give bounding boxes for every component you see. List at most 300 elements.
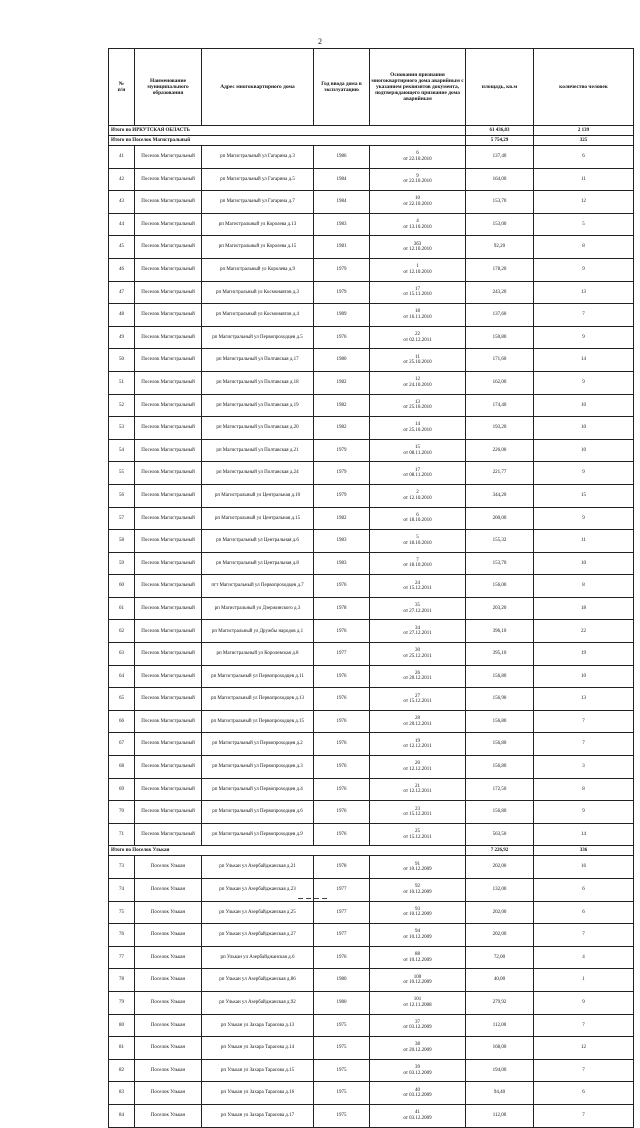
row-document-date: от 12.12.2011 <box>403 766 432 772</box>
total-people: 325 <box>534 136 634 146</box>
row-number: 41 <box>109 146 135 169</box>
row-year: 1982 <box>314 371 370 394</box>
table-row <box>109 597 634 620</box>
row-address: рп Магистральный ул Гагарина д.7 <box>202 191 314 214</box>
row-number: 74 <box>109 879 135 902</box>
row-number: 73 <box>109 856 135 879</box>
row-municipality: Поселок Магистральный <box>135 620 202 643</box>
table-row <box>109 710 634 733</box>
row-document-number: 11 <box>415 354 420 360</box>
row-document-date: от 10.12.2009 <box>403 889 432 895</box>
row-people: 6 <box>534 879 634 902</box>
row-address: рп Магистральный ул Центральная д.8 <box>202 552 314 575</box>
row-number: 57 <box>109 507 135 530</box>
row-municipality: Поселок Магистральный <box>135 236 202 259</box>
table-row <box>109 371 634 394</box>
row-area: 243,20 <box>466 281 534 304</box>
row-document <box>370 756 466 779</box>
row-number: 44 <box>109 213 135 236</box>
row-document-number: 10 <box>415 196 420 202</box>
row-document <box>370 801 466 824</box>
row-area: 153,70 <box>466 191 534 214</box>
row-year: 1976 <box>314 620 370 643</box>
row-year: 1976 <box>314 665 370 688</box>
row-document-number: 39 <box>415 1065 420 1071</box>
row-year: 1975 <box>314 1037 370 1060</box>
table-header-row <box>109 49 634 126</box>
row-number: 58 <box>109 530 135 553</box>
row-municipality: Поселок Магистральный <box>135 213 202 236</box>
row-document-number: 91 <box>415 861 420 867</box>
row-number: 83 <box>109 1082 135 1105</box>
row-people: 14 <box>534 823 634 846</box>
row-area: 72,00 <box>466 946 534 969</box>
row-year: 1982 <box>314 507 370 530</box>
row-document-number: 41 <box>415 1110 420 1116</box>
row-year: 1979 <box>314 462 370 485</box>
row-number: 71 <box>109 823 135 846</box>
row-address: рп Улькан ул Азербайджанская д.27 <box>202 924 314 947</box>
table-row <box>109 507 634 530</box>
row-area: 137,60 <box>466 304 534 327</box>
row-year: 1979 <box>314 484 370 507</box>
table-row <box>109 823 634 846</box>
total-row-magistralny <box>109 136 634 146</box>
row-area: 174,40 <box>466 394 534 417</box>
row-document-date: от 10.12.2009 <box>403 980 432 986</box>
row-document-date: от 22.10.2010 <box>403 201 432 207</box>
table-row <box>109 326 634 349</box>
row-people: 7 <box>534 1104 634 1127</box>
row-year: 1976 <box>314 756 370 779</box>
row-document-date: от 22.10.2010 <box>403 179 432 185</box>
row-document-date: от 03.12.2009 <box>403 1070 432 1076</box>
row-people: 14 <box>534 349 634 372</box>
row-municipality: Поселок Магистральный <box>135 552 202 575</box>
row-document <box>370 1059 466 1082</box>
row-municipality: Поселок Магистральный <box>135 258 202 281</box>
table-row <box>109 146 634 169</box>
total-area: 5 754,29 <box>466 136 534 146</box>
row-document <box>370 394 466 417</box>
row-address: рп Магистральный ул Центральная д.15 <box>202 507 314 530</box>
row-year: 1975 <box>314 1059 370 1082</box>
row-people: 8 <box>534 778 634 801</box>
row-document-number: 88 <box>415 952 420 958</box>
row-people: 13 <box>534 281 634 304</box>
row-people: 19 <box>534 643 634 666</box>
row-document-date: от 12.10.2010 <box>403 495 432 501</box>
row-municipality: Поселок Магистральный <box>135 688 202 711</box>
row-area: 156,80 <box>466 756 534 779</box>
row-area: 344,20 <box>466 484 534 507</box>
row-year: 1978 <box>314 856 370 879</box>
row-document <box>370 168 466 191</box>
row-people: 10 <box>534 552 634 575</box>
row-document <box>370 417 466 440</box>
row-people: 7 <box>534 1059 634 1082</box>
row-area: 150,80 <box>466 326 534 349</box>
row-municipality: Поселок Магистральный <box>135 326 202 349</box>
row-number: 79 <box>109 991 135 1014</box>
row-document-date: от 08.11.2010 <box>403 473 432 479</box>
table-row <box>109 1059 634 1082</box>
table-row <box>109 484 634 507</box>
row-municipality: Поселок Магистральный <box>135 462 202 485</box>
row-number: 51 <box>109 371 135 394</box>
row-people: 5 <box>534 213 634 236</box>
row-address: рп Магистральный ул Полтавская д.17 <box>202 349 314 372</box>
row-year: 1980 <box>314 349 370 372</box>
row-area: 156,80 <box>466 710 534 733</box>
row-year: 1983 <box>314 530 370 553</box>
row-document-date: от 10.12.2009 <box>403 934 432 940</box>
row-document-date: от 25.10.2010 <box>403 405 432 411</box>
row-document <box>370 856 466 879</box>
row-year: 1976 <box>314 688 370 711</box>
row-municipality: Поселок Магистральный <box>135 349 202 372</box>
row-number: 42 <box>109 168 135 191</box>
row-year: 1977 <box>314 879 370 902</box>
row-municipality: Поселок Магистральный <box>135 168 202 191</box>
row-number: 54 <box>109 439 135 462</box>
row-number: 70 <box>109 801 135 824</box>
row-document-date: от 03.12.2009 <box>403 1115 432 1121</box>
row-area: 279,92 <box>466 991 534 1014</box>
row-number: 63 <box>109 643 135 666</box>
row-people: 7 <box>534 924 634 947</box>
row-document <box>370 643 466 666</box>
row-document-number: 34 <box>415 625 420 631</box>
row-address: рп Магистральный ул Королева д.15 <box>202 236 314 259</box>
row-document-number: 23 <box>415 806 420 812</box>
row-year: 1976 <box>314 823 370 846</box>
row-number: 52 <box>109 394 135 417</box>
row-area: 203,20 <box>466 597 534 620</box>
row-municipality: Поселок Магистральный <box>135 439 202 462</box>
row-document-number: 17 <box>415 286 420 292</box>
row-document <box>370 258 466 281</box>
row-area: 156,00 <box>466 575 534 598</box>
row-address: рп Магистральный ул Первопроходцев д.2 <box>202 733 314 756</box>
row-document-date: от 24.10.2010 <box>403 382 432 388</box>
row-people: 10 <box>534 417 634 440</box>
row-document-number: 101 <box>413 997 422 1003</box>
row-municipality: Поселок Магистральный <box>135 484 202 507</box>
table-row <box>109 778 634 801</box>
row-people: 9 <box>534 258 634 281</box>
row-document <box>370 778 466 801</box>
table-row <box>109 620 634 643</box>
row-year: 1981 <box>314 236 370 259</box>
row-document-date: от 12.11.2008 <box>403 1002 432 1008</box>
row-year: 1984 <box>314 191 370 214</box>
row-number: 47 <box>109 281 135 304</box>
row-people: 12 <box>534 191 634 214</box>
row-year: 1975 <box>314 1014 370 1037</box>
total-label: Итого по ИРКУТСКАЯ ОБЛАСТЬ <box>109 126 466 136</box>
row-people: 11 <box>534 168 634 191</box>
table-row <box>109 856 634 879</box>
row-people: 6 <box>534 1082 634 1105</box>
table-row <box>109 991 634 1014</box>
row-municipality: Поселок Магистральный <box>135 394 202 417</box>
row-document <box>370 326 466 349</box>
row-municipality: Поселок Магистральный <box>135 507 202 530</box>
row-people: 10 <box>534 394 634 417</box>
row-municipality: Поселок Магистральный <box>135 665 202 688</box>
row-document-number: 20 <box>415 761 420 767</box>
row-document <box>370 530 466 553</box>
row-document-date: от 27.12.2011 <box>403 608 432 614</box>
row-year: 1982 <box>314 394 370 417</box>
row-municipality: Поселок Магистральный <box>135 597 202 620</box>
row-document-number: 6 <box>416 512 419 518</box>
row-document <box>370 969 466 992</box>
row-document-date: от 15.12.2011 <box>403 834 432 840</box>
row-address: рп Улькан ул Захара Тарасова д.16 <box>202 1082 314 1105</box>
row-year: 1975 <box>314 1082 370 1105</box>
row-area: 193,20 <box>466 417 534 440</box>
row-address: рп Магистральный ул Первопроходцев д.3 <box>202 756 314 779</box>
row-area: 226,00 <box>466 439 534 462</box>
row-document-number: 92 <box>415 884 420 890</box>
row-municipality: Поселок Улькан <box>135 1014 202 1037</box>
row-document-number: 100 <box>413 974 422 980</box>
row-municipality: Поселок Магистральный <box>135 417 202 440</box>
header-municipality: Наименование муниципального образования <box>135 49 202 126</box>
row-document-date: от 25.10.2010 <box>403 427 432 433</box>
row-number: 76 <box>109 924 135 947</box>
row-number: 69 <box>109 778 135 801</box>
row-document-number: 35 <box>415 603 420 609</box>
total-area: 7 226,92 <box>466 846 534 856</box>
table-row <box>109 879 634 902</box>
row-area: 40,00 <box>466 969 534 992</box>
total-area: 61 436,83 <box>466 126 534 136</box>
header-year: Год ввода дома в эксплуатацию <box>314 49 370 126</box>
row-people: 7 <box>534 1014 634 1037</box>
row-number: 62 <box>109 620 135 643</box>
row-document-number: 18 <box>415 309 420 315</box>
row-document-number: 30 <box>415 648 420 654</box>
row-document <box>370 575 466 598</box>
row-area: 202,00 <box>466 901 534 924</box>
row-number: 81 <box>109 1037 135 1060</box>
row-area: 172,50 <box>466 778 534 801</box>
row-municipality: Поселок Улькан <box>135 1082 202 1105</box>
row-document-date: от 10.12.2009 <box>403 957 432 963</box>
row-municipality: Поселок Магистральный <box>135 575 202 598</box>
table-row <box>109 349 634 372</box>
row-document-number: 17 <box>415 467 420 473</box>
row-document-date: от 15.11.2010 <box>403 292 432 298</box>
row-address: рп Магистральный ул Гагарина д.5 <box>202 168 314 191</box>
row-document-date: от 12.12.2011 <box>403 789 432 795</box>
row-document-number: 13 <box>415 399 420 405</box>
row-document <box>370 946 466 969</box>
table-row <box>109 688 634 711</box>
row-year: 1976 <box>314 710 370 733</box>
row-people: 12 <box>534 1037 634 1060</box>
table-row <box>109 643 634 666</box>
row-people: 7 <box>534 304 634 327</box>
table-row <box>109 1037 634 1060</box>
row-document <box>370 462 466 485</box>
table-row <box>109 304 634 327</box>
row-number: 50 <box>109 349 135 372</box>
row-document-number: 37 <box>415 1019 420 1025</box>
row-year: 1983 <box>314 552 370 575</box>
row-document-number: 2 <box>416 490 419 496</box>
row-people: 8 <box>534 575 634 598</box>
row-municipality: Поселок Улькан <box>135 879 202 902</box>
row-people: 7 <box>534 710 634 733</box>
total-label: Итого по Поселок Магистральный <box>109 136 466 146</box>
table-row <box>109 733 634 756</box>
row-year: 1976 <box>314 801 370 824</box>
row-year: 1979 <box>314 281 370 304</box>
row-area: 153,70 <box>466 552 534 575</box>
row-number: 68 <box>109 756 135 779</box>
row-area: 171,60 <box>466 349 534 372</box>
row-people: 10 <box>534 439 634 462</box>
row-people: 9 <box>534 371 634 394</box>
row-municipality: Поселок Магистральный <box>135 823 202 846</box>
row-people: 9 <box>534 462 634 485</box>
row-area: 156,80 <box>466 665 534 688</box>
row-document <box>370 507 466 530</box>
row-document-number: 21 <box>415 783 420 789</box>
row-address: рп Магистральный ул Центральная д.6 <box>202 530 314 553</box>
row-area: 137,40 <box>466 146 534 169</box>
row-document <box>370 191 466 214</box>
table-row <box>109 969 634 992</box>
row-area: 132,00 <box>466 879 534 902</box>
row-document <box>370 710 466 733</box>
row-year: 1984 <box>314 168 370 191</box>
row-number: 75 <box>109 901 135 924</box>
row-area: 153,00 <box>466 213 534 236</box>
table-row <box>109 213 634 236</box>
row-address: рп Улькан ул Захара Тарасова д.14 <box>202 1037 314 1060</box>
row-document-number: 22 <box>415 332 420 338</box>
table-row <box>109 191 634 214</box>
row-people: 13 <box>534 688 634 711</box>
row-people: 22 <box>534 620 634 643</box>
table-row <box>109 946 634 969</box>
row-document-date: от 12.10.2010 <box>403 269 432 275</box>
header-address: Адрес многоквартирного дома <box>202 49 314 126</box>
row-year: 1976 <box>314 575 370 598</box>
row-address: рп Магистральный ул Первопроходцев д.6 <box>202 801 314 824</box>
table-row <box>109 575 634 598</box>
row-people: 9 <box>534 507 634 530</box>
row-municipality: Поселок Магистральный <box>135 371 202 394</box>
row-number: 56 <box>109 484 135 507</box>
row-year: 1983 <box>314 213 370 236</box>
row-address: рп Улькан ул Захара Тарасова д.13 <box>202 1014 314 1037</box>
row-municipality: Поселок Улькан <box>135 991 202 1014</box>
row-document-date: от 15.12.2011 <box>403 812 432 818</box>
row-document-date: от 03.12.2009 <box>403 1025 432 1031</box>
row-address: рп Магистральный ул Полтавская д.21 <box>202 439 314 462</box>
row-address: рп Магистральный ул Гагарина д.3 <box>202 146 314 169</box>
row-number: 53 <box>109 417 135 440</box>
row-document-number: 27 <box>415 693 420 699</box>
row-document-date: от 02.12.2011 <box>403 337 432 343</box>
row-address: рп Магистральный ул Первопроходцев д.11 <box>202 665 314 688</box>
row-document <box>370 733 466 756</box>
row-municipality: Поселок Магистральный <box>135 710 202 733</box>
row-people: 16 <box>534 856 634 879</box>
row-area: 156,90 <box>466 688 534 711</box>
row-address: рп Магистральный ул Дзержинского д.3 <box>202 597 314 620</box>
row-document-number: 94 <box>415 929 420 935</box>
row-document-date: от 18.10.2010 <box>403 518 432 524</box>
row-document <box>370 484 466 507</box>
row-document <box>370 439 466 462</box>
row-municipality: Поселок Магистральный <box>135 191 202 214</box>
row-area: 194,00 <box>466 1059 534 1082</box>
row-year: 1978 <box>314 597 370 620</box>
row-year: 1977 <box>314 901 370 924</box>
row-year: 1989 <box>314 304 370 327</box>
row-document-number: 6 <box>416 151 419 157</box>
row-number: 49 <box>109 326 135 349</box>
row-document <box>370 1014 466 1037</box>
row-document <box>370 1037 466 1060</box>
row-area: 168,00 <box>466 1037 534 1060</box>
row-document-date: от 15.12.2011 <box>403 586 432 592</box>
row-document-number: 28 <box>415 716 420 722</box>
row-document <box>370 349 466 372</box>
row-area: 156,80 <box>466 733 534 756</box>
row-people: 9 <box>534 991 634 1014</box>
row-document <box>370 823 466 846</box>
row-address: рп Магистральный ул Дружбы народов д.1 <box>202 620 314 643</box>
row-number: 55 <box>109 462 135 485</box>
row-document <box>370 879 466 902</box>
row-document-number: 38 <box>415 1042 420 1048</box>
row-number: 43 <box>109 191 135 214</box>
row-address: пгт Магистральный ул Первопроходцев д.7 <box>202 575 314 598</box>
row-area: 94,40 <box>466 1082 534 1105</box>
row-document-date: от 15.12.2011 <box>403 699 432 705</box>
row-year: 1976 <box>314 326 370 349</box>
row-municipality: Поселок Улькан <box>135 1104 202 1127</box>
table-row <box>109 417 634 440</box>
row-number: 64 <box>109 665 135 688</box>
row-year: 1977 <box>314 643 370 666</box>
row-document-date: от 20.12.2009 <box>403 1047 432 1053</box>
row-area: 164,00 <box>466 168 534 191</box>
row-document <box>370 1104 466 1127</box>
row-address: рп Магистральный ул Первопроходцев д.4 <box>202 778 314 801</box>
row-number: 66 <box>109 710 135 733</box>
row-municipality: Поселок Магистральный <box>135 756 202 779</box>
row-document-number: 9 <box>416 173 419 179</box>
row-address: рп Магистральный ул Королева д.13 <box>202 213 314 236</box>
row-year: 1977 <box>314 924 370 947</box>
row-address: рп Магистральный ул Полтавская д.24 <box>202 462 314 485</box>
row-document <box>370 665 466 688</box>
row-address: рп Магистральный ул Полтавская д.20 <box>202 417 314 440</box>
header-num: № п/н <box>109 49 135 126</box>
table-row <box>109 394 634 417</box>
row-area: 178,20 <box>466 258 534 281</box>
row-number: 59 <box>109 552 135 575</box>
